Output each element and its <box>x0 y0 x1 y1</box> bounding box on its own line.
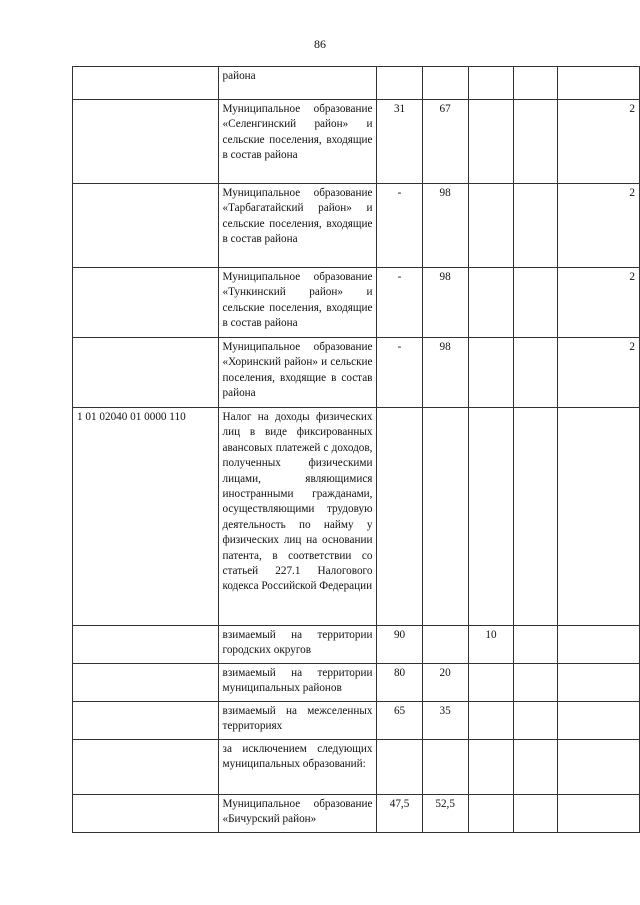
table-row <box>73 67 640 100</box>
budget-code-cell <box>73 740 219 795</box>
budget-code-cell <box>73 268 219 338</box>
norm-col-3-cell <box>468 664 514 702</box>
budget-code-cell <box>73 795 219 833</box>
norm-col-3-cell <box>468 67 514 100</box>
norm-col-4-cell <box>514 664 558 702</box>
budget-allocation-table <box>72 66 640 833</box>
norm-col-1-cell <box>377 408 422 626</box>
norm-col-4-cell <box>514 740 558 795</box>
norm-col-4-cell <box>514 184 558 268</box>
norm-col-5-cell <box>558 408 640 626</box>
norm-col-4-cell <box>514 408 558 626</box>
norm-col-3-cell <box>468 184 514 268</box>
norm-col-2-cell: 98 <box>422 268 468 338</box>
table-row <box>73 100 640 184</box>
norm-col-5-cell: 2 <box>558 100 640 184</box>
norm-col-5-cell <box>558 67 640 100</box>
norm-col-1-cell: - <box>377 268 422 338</box>
budget-code-cell: 1 01 02040 01 0000 110 <box>73 408 219 626</box>
budget-code-cell <box>73 184 219 268</box>
norm-col-1-cell: - <box>377 338 422 408</box>
table-row <box>73 664 640 702</box>
norm-col-1-cell: - <box>377 184 422 268</box>
norm-col-2-cell <box>422 67 468 100</box>
norm-col-5-cell <box>558 702 640 740</box>
norm-col-1-cell <box>377 740 422 795</box>
norm-col-5-cell <box>558 740 640 795</box>
table-body <box>73 67 640 833</box>
norm-col-4-cell <box>514 100 558 184</box>
norm-col-1-cell: 80 <box>377 664 422 702</box>
norm-col-2-cell: 98 <box>422 338 468 408</box>
norm-col-5-cell <box>558 795 640 833</box>
budget-code-cell <box>73 338 219 408</box>
table-row <box>73 795 640 833</box>
norm-col-2-cell: 67 <box>422 100 468 184</box>
norm-col-3-cell <box>468 740 514 795</box>
revenue-name-cell: за исключением следующих муниципальных образований: <box>218 740 377 795</box>
budget-code-cell <box>73 664 219 702</box>
norm-col-4-cell <box>514 626 558 664</box>
revenue-name-cell: Муниципальное образование «Бичурский район» <box>218 795 377 833</box>
norm-col-5-cell <box>558 626 640 664</box>
norm-col-1-cell: 90 <box>377 626 422 664</box>
table-row <box>73 338 640 408</box>
norm-col-4-cell <box>514 338 558 408</box>
table-row <box>73 268 640 338</box>
norm-col-4-cell <box>514 795 558 833</box>
norm-col-1-cell: 65 <box>377 702 422 740</box>
table-row <box>73 626 640 664</box>
norm-col-2-cell: 52,5 <box>422 795 468 833</box>
page-number: 86 <box>314 37 326 51</box>
budget-code-cell <box>73 626 219 664</box>
table-row <box>73 408 640 626</box>
norm-col-5-cell: 2 <box>558 184 640 268</box>
revenue-name-cell: Муниципальное образование «Тункинский район» и сельские поселения, входящие в состав района <box>218 268 377 338</box>
norm-col-2-cell: 98 <box>422 184 468 268</box>
revenue-name-cell: района <box>218 67 377 100</box>
revenue-name-cell: взимаемый на территории муниципальных районов <box>218 664 377 702</box>
norm-col-2-cell <box>422 740 468 795</box>
norm-col-3-cell <box>468 100 514 184</box>
revenue-name-cell: Муниципальное образование «Хоринский район» и сельские поселения, входящие в состав района <box>218 338 377 408</box>
norm-col-1-cell: 31 <box>377 100 422 184</box>
norm-col-1-cell: 47,5 <box>377 795 422 833</box>
budget-code-cell <box>73 100 219 184</box>
norm-col-3-cell <box>468 338 514 408</box>
revenue-name-cell: Налог на доходы физических лиц в виде фиксированных авансовых платежей с доходов, полученных физическими лицами, являющимися иностранными гражданами, осуществляющими трудовую деятельность по найму у физических лиц на основании патента, в соответствии со статьей 227.1 Налогового кодекса Российской Федерации <box>218 408 377 626</box>
norm-col-5-cell: 2 <box>558 268 640 338</box>
norm-col-4-cell <box>514 268 558 338</box>
norm-col-3-cell <box>468 702 514 740</box>
norm-col-2-cell: 35 <box>422 702 468 740</box>
norm-col-4-cell <box>514 67 558 100</box>
revenue-name-cell: взимаемый на территории городских округов <box>218 626 377 664</box>
budget-code-cell <box>73 67 219 100</box>
table-row <box>73 184 640 268</box>
norm-col-5-cell <box>558 664 640 702</box>
table-row <box>73 740 640 795</box>
norm-col-3-cell <box>468 795 514 833</box>
table-row <box>73 702 640 740</box>
revenue-name-cell: Муниципальное образование «Тарбагатайский район» и сельские поселения, входящие в состав района <box>218 184 377 268</box>
norm-col-2-cell <box>422 626 468 664</box>
norm-col-4-cell <box>514 702 558 740</box>
norm-col-3-cell <box>468 408 514 626</box>
norm-col-3-cell <box>468 268 514 338</box>
revenue-name-cell: Муниципальное образование «Селенгинский район» и сельские поселения, входящие в состав района <box>218 100 377 184</box>
norm-col-1-cell <box>377 67 422 100</box>
budget-code-cell <box>73 702 219 740</box>
norm-col-5-cell: 2 <box>558 338 640 408</box>
norm-col-2-cell <box>422 408 468 626</box>
norm-col-2-cell: 20 <box>422 664 468 702</box>
norm-col-3-cell: 10 <box>468 626 514 664</box>
revenue-name-cell: взимаемый на межселенных территориях <box>218 702 377 740</box>
